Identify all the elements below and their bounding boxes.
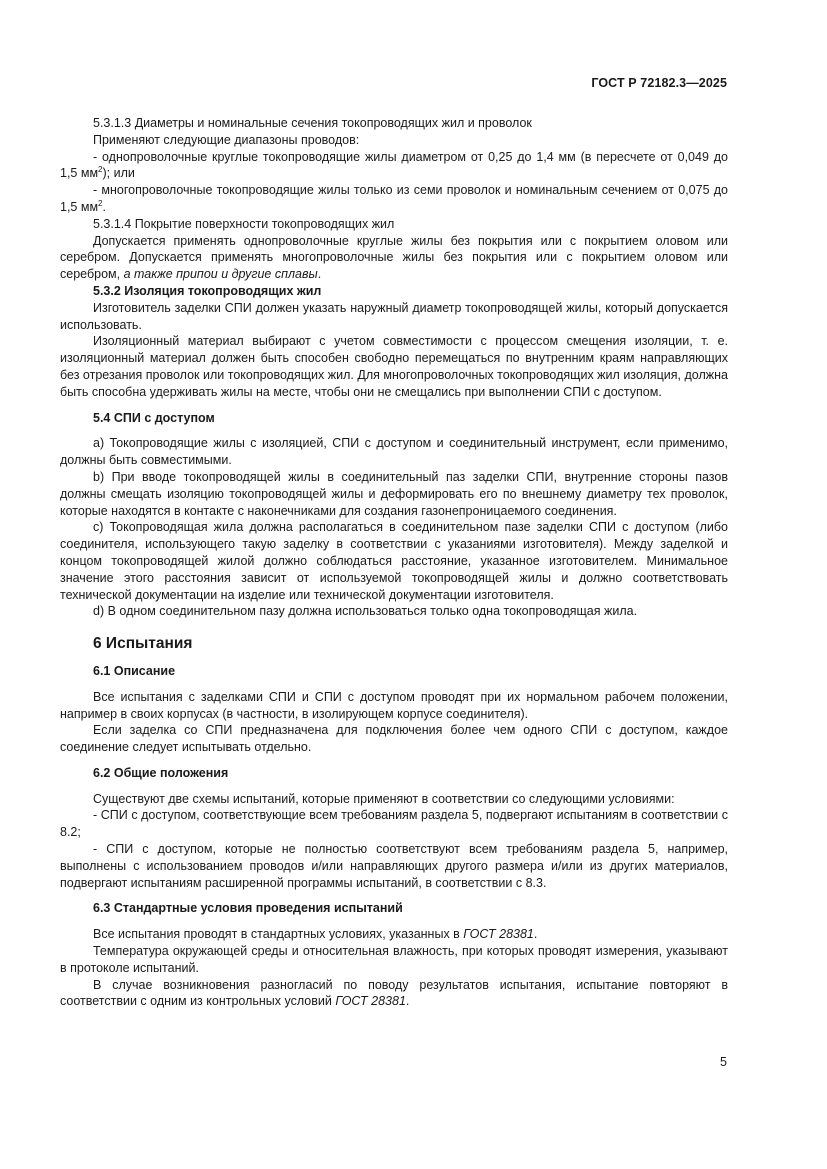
document-code: ГОСТ Р 72182.3—2025	[591, 76, 727, 90]
section-6-1-title: 6.1 Описание	[93, 663, 176, 678]
standard-reference: ГОСТ 28381	[463, 927, 534, 942]
subsection-5-3-1-4-title: 5.3.1.4 Покрытие поверхности токопроводящих жил	[93, 216, 395, 231]
section-6-3-title: 6.3 Стандартные условия проведения испытаний	[93, 901, 403, 916]
list-item: - однопроволочные круглые токопроводящие жилы диаметром от 0,25 до 1,4 мм (в пересчете от 0,049 до 1,5 $мм^2$); или	[60, 149, 728, 181]
paragraph: Допускается применять однопроволочные круглые жилы без покрытия или с покрытием оловом или серебром. Допускается применять многопроволочные жилы без покрытия или с покрытием оловом или серебром, а также припои и другие сплавы.	[60, 233, 728, 282]
list-item: - СПИ с доступом, соответствующие всем требованиям раздела 5, подвергают испытаниям в соответствии с 8.2;	[60, 808, 728, 840]
page-number: 5	[720, 1055, 727, 1069]
list-item: a) Токопроводящие жилы с изоляцией, СПИ с доступом и соединительный инструмент, если применимо, должны быть совместимыми.	[60, 436, 728, 468]
list-item: - многопроволочные токопроводящие жилы только из семи проволок и номинальным сечением от 0,075 до 1,5 $мм^2$.	[60, 183, 728, 214]
list-item: c) Токопроводящая жила должна располагаться в соединительном пазе заделки СПИ с доступом (либо соединителя, использующего такую заделку в соответствии с указаниями изготовителя). Между заделкой и концом токопроводящей жилой должно соблюдаться расстояние, указанное изготовителем. Минимальное значение этого расстояния зависит от используемой токопроводящей жилы и должно соответствовать технической документации на изделие или технической документации изготовителя.	[60, 520, 728, 602]
paragraph: Изготовитель заделки СПИ должен указать наружный диаметр токопроводящей жилы, который допускается использовать.	[60, 300, 728, 332]
standard-reference: ГОСТ 28381	[335, 994, 406, 1009]
list-item: d) В одном соединительном пазу должна использоваться только одна токопроводящая жила.	[93, 604, 638, 619]
paragraph: Все испытания с заделками СПИ и СПИ с доступом проводят при их нормальном рабочем положении, например в своих корпусах (в частности, в изолирующем корпусе соединителя).	[60, 689, 728, 721]
paragraph: Применяют следующие диапазоны проводов:	[93, 132, 360, 147]
paragraph: Изоляционный материал выбирают с учетом совместимости с процессом смещения изоляции, т. е. изоляционный материал должен быть способен свободно перемещаться по внутренним краям направляющих без отрезания проволок или токопроводящих жил. Для многопроволочных токопроводящих жил изоляция, должна быть способна удерживать жилы на месте, чтобы они не смещались при выполнении СПИ с доступом.	[60, 334, 728, 399]
subsection-5-3-1-3-title: 5.3.1.3 Диаметры и номинальные сечения токопроводящих жил и проволок	[93, 116, 532, 130]
paragraph: Все испытания проводят в стандартных условиях, указанных в ГОСТ 28381.	[93, 927, 538, 942]
section-6-2-title: 6.2 Общие положения	[93, 765, 229, 780]
section-5-4-title: 5.4 СПИ с доступом	[93, 410, 215, 425]
chapter-6-title: 6 Испытания	[93, 635, 193, 653]
subsection-5-3-2-title: 5.3.2 Изоляция токопроводящих жил	[93, 283, 322, 298]
paragraph: Если заделка со СПИ предназначена для подключения более чем одного СПИ с доступом, каждое соединение следует испытывать отдельно.	[60, 723, 728, 755]
paragraph: Температура окружающей среды и относительная влажность, при которых проводят измерения, указывают в протоколе испытаний.	[60, 944, 728, 975]
paragraph: В случае возникновения разногласий по поводу результатов испытания, испытание повторяют в соответствии с одним из контрольных условий ГОСТ 28381.	[60, 977, 728, 1009]
paragraph: Существуют две схемы испытаний, которые применяют в соответствии со следующими условиями:	[93, 791, 675, 806]
document-body	[60, 115, 728, 1010]
list-item: b) При вводе токопроводящей жилы в соединительный паз заделки СПИ, внутренние стороны пазов должны смещать изоляцию токопроводящей жилы и деформировать его по внешнему диаметру тех проволок, которые находятся в контакте с наконечниками для создания газонепроницаемого соединения.	[60, 469, 728, 518]
list-item: - СПИ с доступом, которые не полностью соответствуют всем требованиям раздела 5, например, выполнены с использованием проводов и/или направляющих другого размера и/или из других материалов, подвергают испытаниям расширенной программы испытаний, в соответствии с 8.3.	[60, 842, 728, 890]
